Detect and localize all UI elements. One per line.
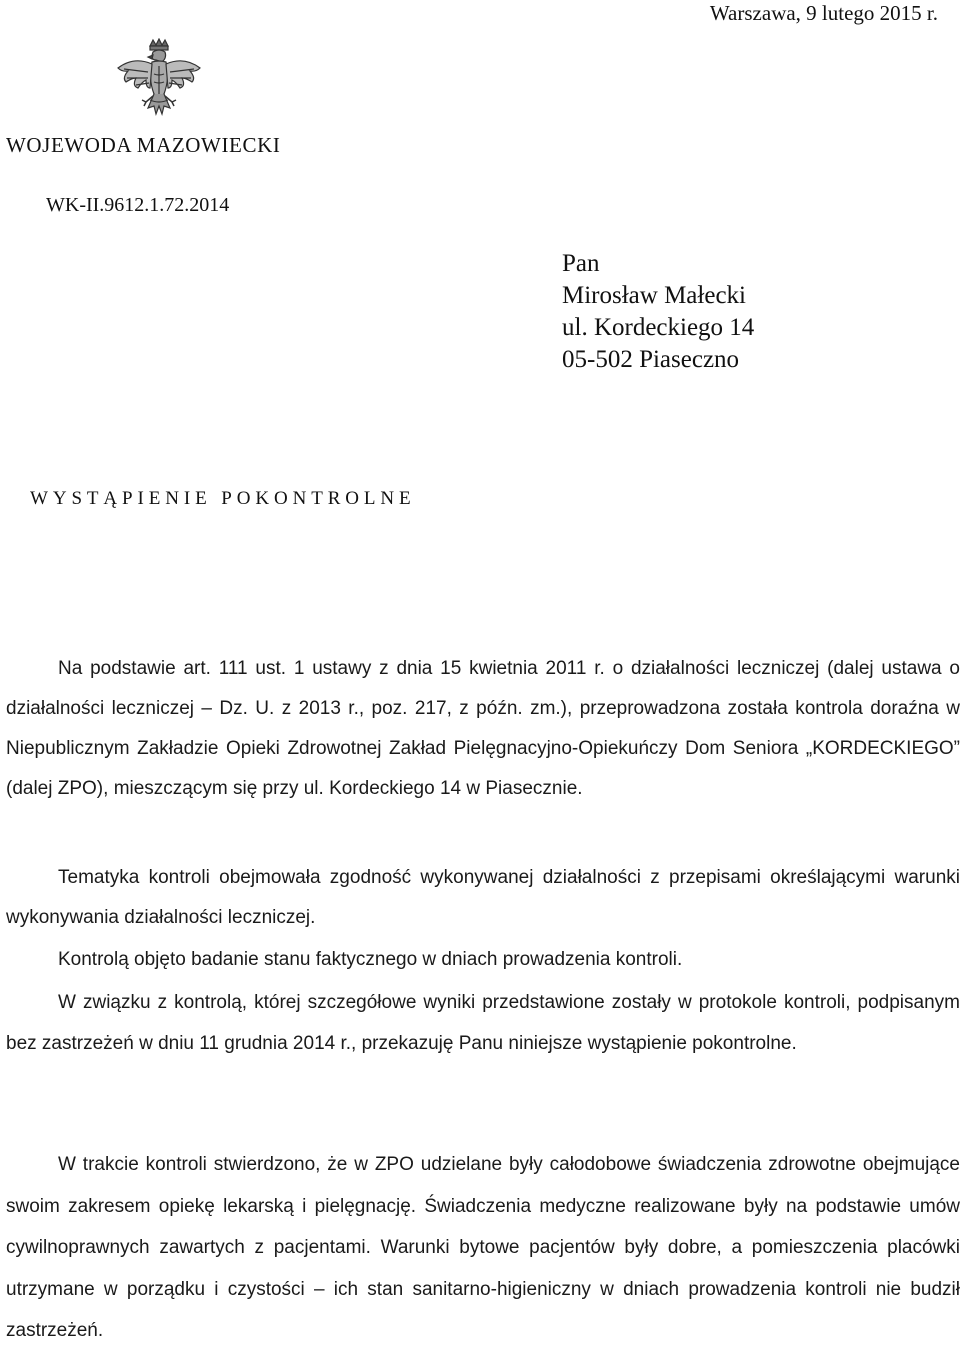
authority-name: WOJEWODA MAZOWIECKI — [6, 133, 281, 157]
recipient-city: 05-502 Piaseczno — [562, 346, 740, 373]
recipient-salutation: Pan — [562, 250, 600, 277]
paragraph-examination: Kontrolą objęto badanie stanu faktycznego w dniach prowadzenia kontroli. — [58, 949, 683, 970]
recipient-street: ul. Kordeckiego 14 — [562, 314, 755, 341]
paragraph-scope: Tematyka kontroli obejmowała zgodność wykonywanej działalności z przepisami określającymi warunki wykonywania działalności leczniczej. — [6, 867, 960, 928]
case-number: WK-II.9612.1.72.2014 — [46, 194, 230, 216]
place-date: Warszawa, 9 lutego 2015 r. — [709, 1, 938, 25]
document-title: WYSTĄPIENIE POKONTROLNE — [30, 488, 416, 509]
paragraph-findings: W trakcie kontroli stwierdzono, że w ZPO udzielane były całodobowe świadczenia zdrowotne obejmujące swoim zakresem opiekę lekarską i pielęgnację. Świadczenia medyczne realizowane były na podstawie umów cywilnoprawnych zawartych z pacjentami. Warunki bytowe pacjentów były dobre, a pomieszczenia placówki utrzymane w porządku i czystości – ich stan sanitarno-higieniczny w dniach prowadzenia kontroli nie budził zastrzeżeń. — [6, 1154, 960, 1341]
paragraph-protocol: W związku z kontrolą, której szczegółowe wyniki przedstawione zostały w protokole kontroli, podpisanym bez zastrzeżeń w dniu 11 grudnia 2014 r., przekazuję Panu niniejsze wystąpienie pokontrolne. — [6, 992, 960, 1054]
recipient-address — [562, 248, 754, 376]
recipient-name: Mirosław Małecki — [562, 282, 746, 309]
polish-eagle-emblem-icon — [112, 38, 206, 130]
paragraph-legal-basis: Na podstawie art. 111 ust. 1 ustawy z dnia 15 kwietnia 2011 r. o działalności leczniczej (dalej ustawa o działalności leczniczej – Dz. U. z 2013 r., poz. 217, z późn. zm.), przeprowadzona została kontrola doraźna w Niepublicznym Zakładzie Opieki Zdrowotnej Zakład Pielęgnacyjno-Opiekuńczy Dom Seniora „KORDECKIEGO” (dalej ZPO), mieszczącym się przy ul. Kordeckiego 14 w Piasecznie. — [6, 658, 960, 799]
